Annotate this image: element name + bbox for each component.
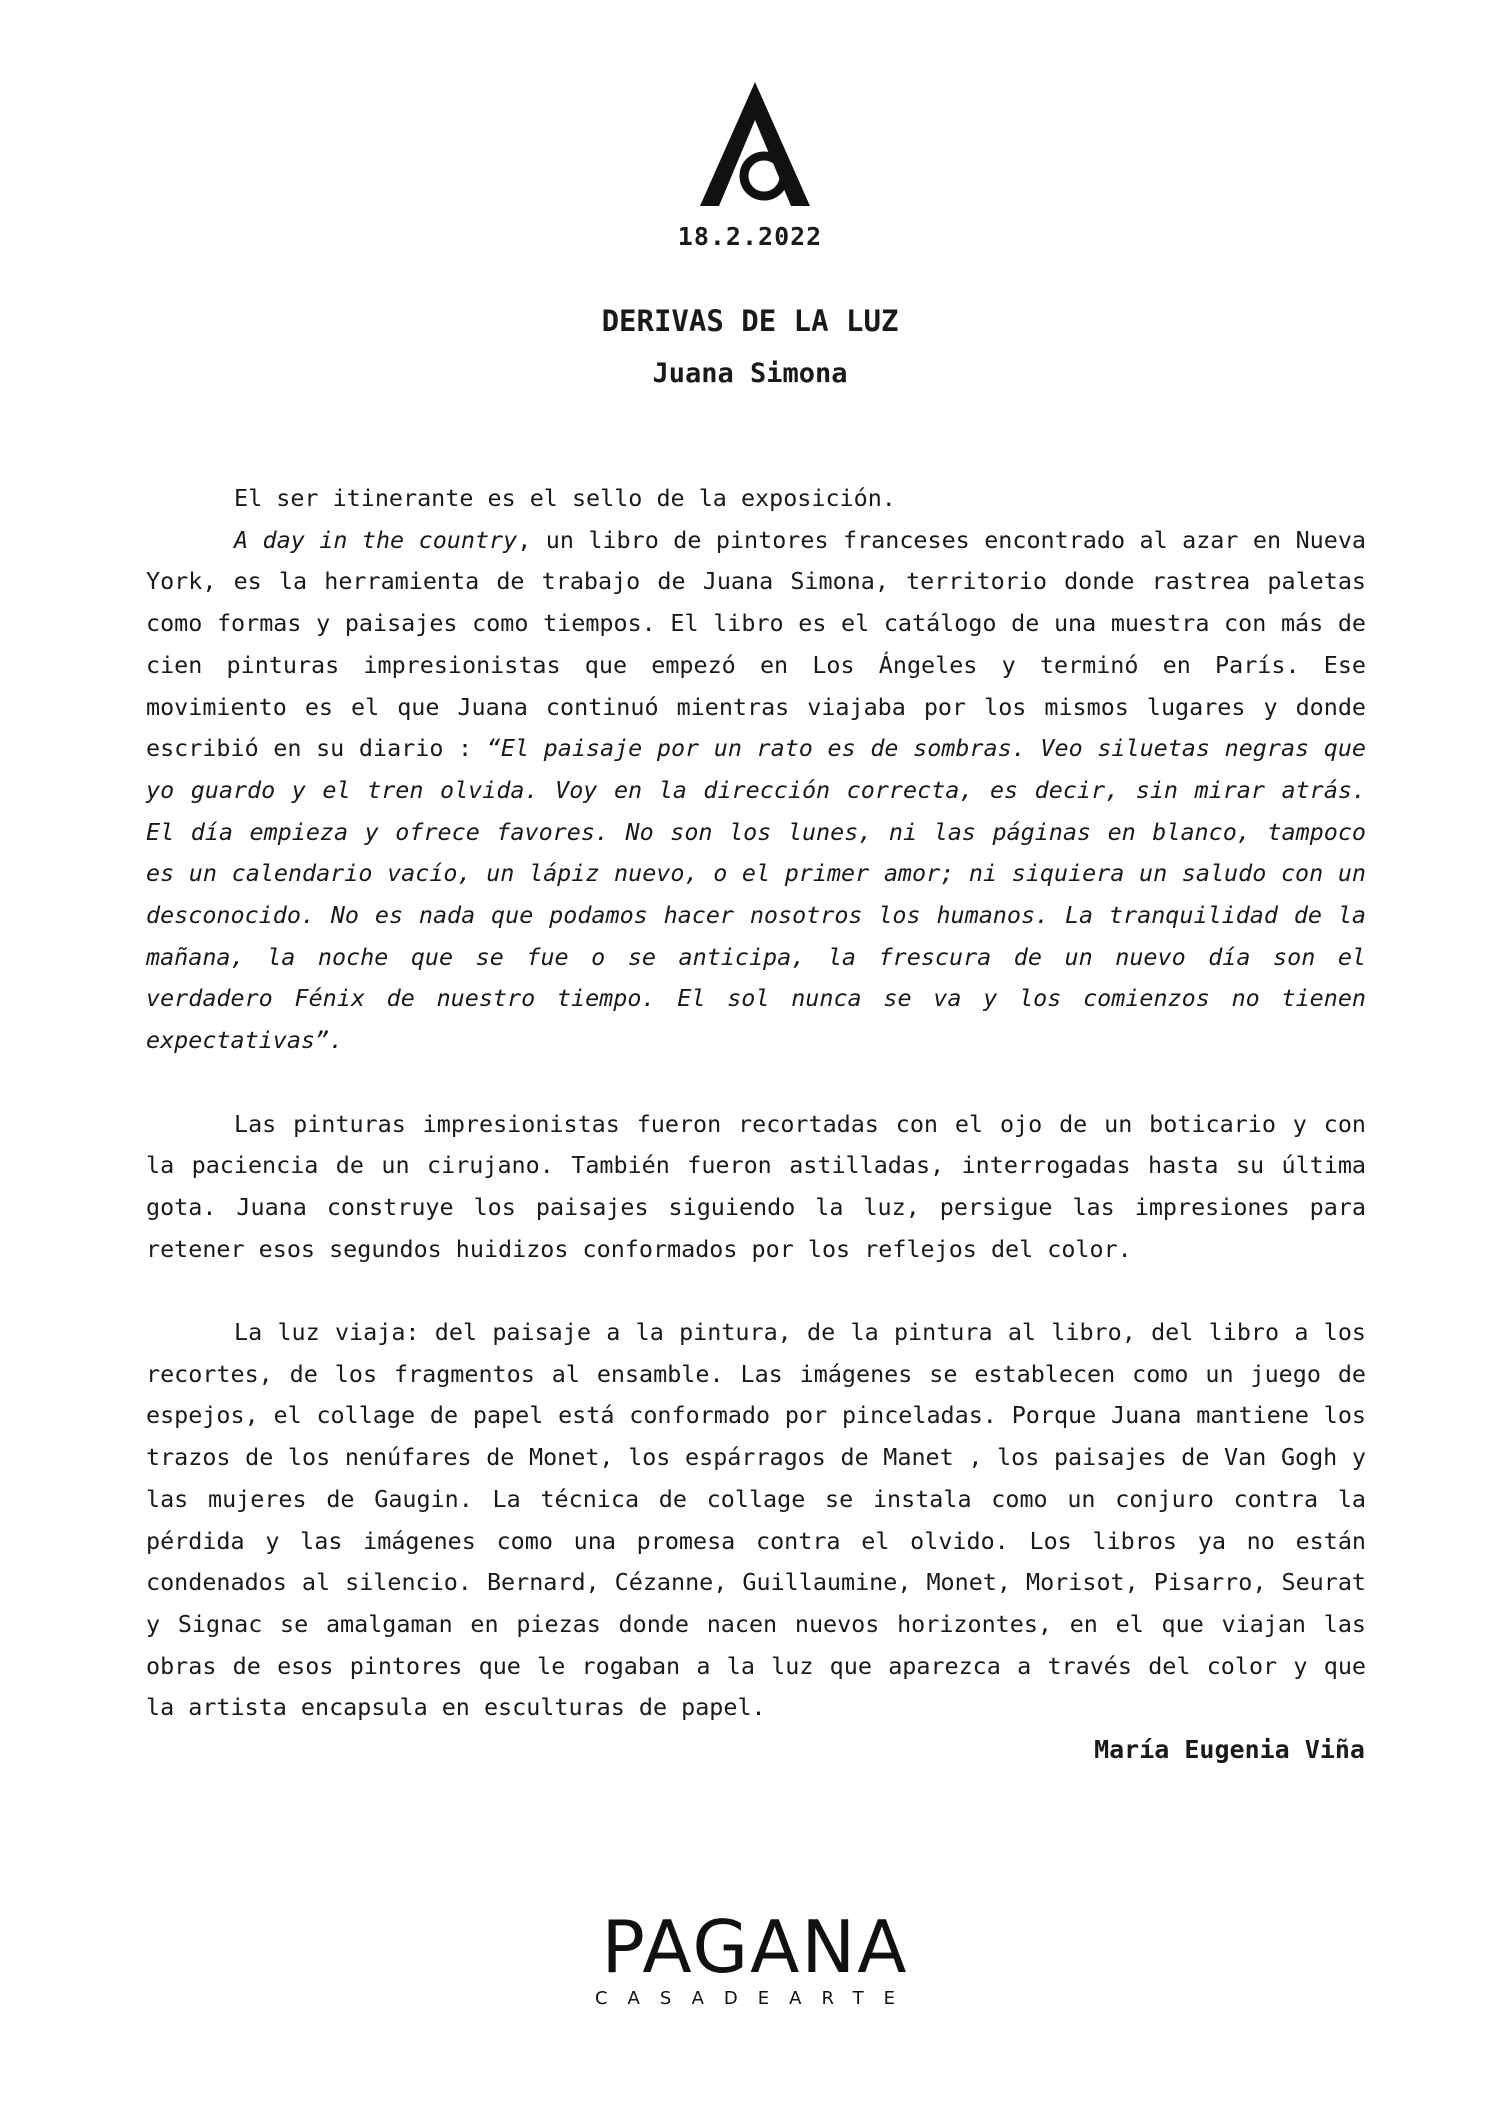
- paragraph-intro-line: El ser itinerante es el sello de la exposición.: [234, 484, 896, 512]
- essay-body: [146, 478, 1366, 1729]
- paragraph-3: La luz viaja: del paisaje a la pintura, de la pintura al libro, del libro a los recortes, de los fragmentos al ensamble. Las imágenes se establecen como un juego de espejos, el collage de papel está conformado por pinceladas. Porque Juana mantiene los trazos de los nenúfares de Monet, los espárragos de Manet , los paisajes de Van Gogh y las mujeres de Gaugin. La técnica de collage se instala como un conjuro contra la pérdida y las imágenes como una promesa contra el olvido. Los libros ya no están condenados al silencio. Bernard, Cézanne, Guillaumine, Monet, Morisot, Pisarro, Seurat y Signac se amalgaman en piezas donde nacen nuevos horizontes, en el que viajan las obras de esos pintores que le rogaban a la luz que aparezca a través del color y que la artista encapsula en esculturas de papel.: [146, 1318, 1366, 1722]
- paragraph-1: [146, 520, 1366, 1062]
- brand-name: PAGANA: [601, 1905, 909, 1989]
- diary-quote: “El paisaje por un rato es de sombras. Veo siluetas negras que yo guardo y el tren olvida. Voy en la dirección correcta, es decir, sin mirar atrás. El día empieza y ofrece favores. No son los lunes, ni las páginas en blanco, tampoco es un calendario vacío, un lápiz nuevo, o el primer amor; ni siquiera un saludo con un desconocido. No es nada que podamos hacer nosotros los humanos. La tranquilidad de la mañana, la noche que se fue o se anticipa, la frescura de un nuevo día son el verdadero Fénix de nuestro tiempo. El sol nunca se va y los comienzos no tienen expectativas”.: [146, 734, 1366, 1055]
- brand-subtitle: CASADEARTE: [594, 1988, 916, 2009]
- paragraph-1-text: , un libro de pintores franceses encontrado al azar en Nueva York, es la herramienta de trabajo de Juana Simona, territorio donde rastrea paletas como formas y paisajes como tiempos. El libro es el catálogo de una muestra con más de cien pinturas impresionistas que empezó en Los Ángeles y terminó en París. Ese movimiento es el que Juana continuó mientras viajaba por los mismos lugares y donde escribió en su diario :: [146, 525, 1366, 763]
- book-title: A day in the country: [234, 525, 518, 554]
- author-signature: María Eugenia Viña: [1094, 1735, 1365, 1764]
- paragraph-2: Las pinturas impresionistas fueron recortadas con el ojo de un boticario y con la paciencia de un cirujano. También fueron astilladas, interrogadas hasta su última gota. Juana construye los paisajes siguiendo la luz, persigue las impresiones para retener esos segundos huidizos conformados por los reflejos del color.: [146, 1109, 1366, 1263]
- document-date: 18.2.2022: [677, 222, 823, 251]
- exhibition-title: DERIVAS DE LA LUZ: [601, 304, 899, 338]
- pagana-brand-logo: [580, 1900, 930, 2010]
- pagana-monogram-logo: [700, 82, 810, 206]
- artist-name: Juana Simona: [652, 358, 848, 389]
